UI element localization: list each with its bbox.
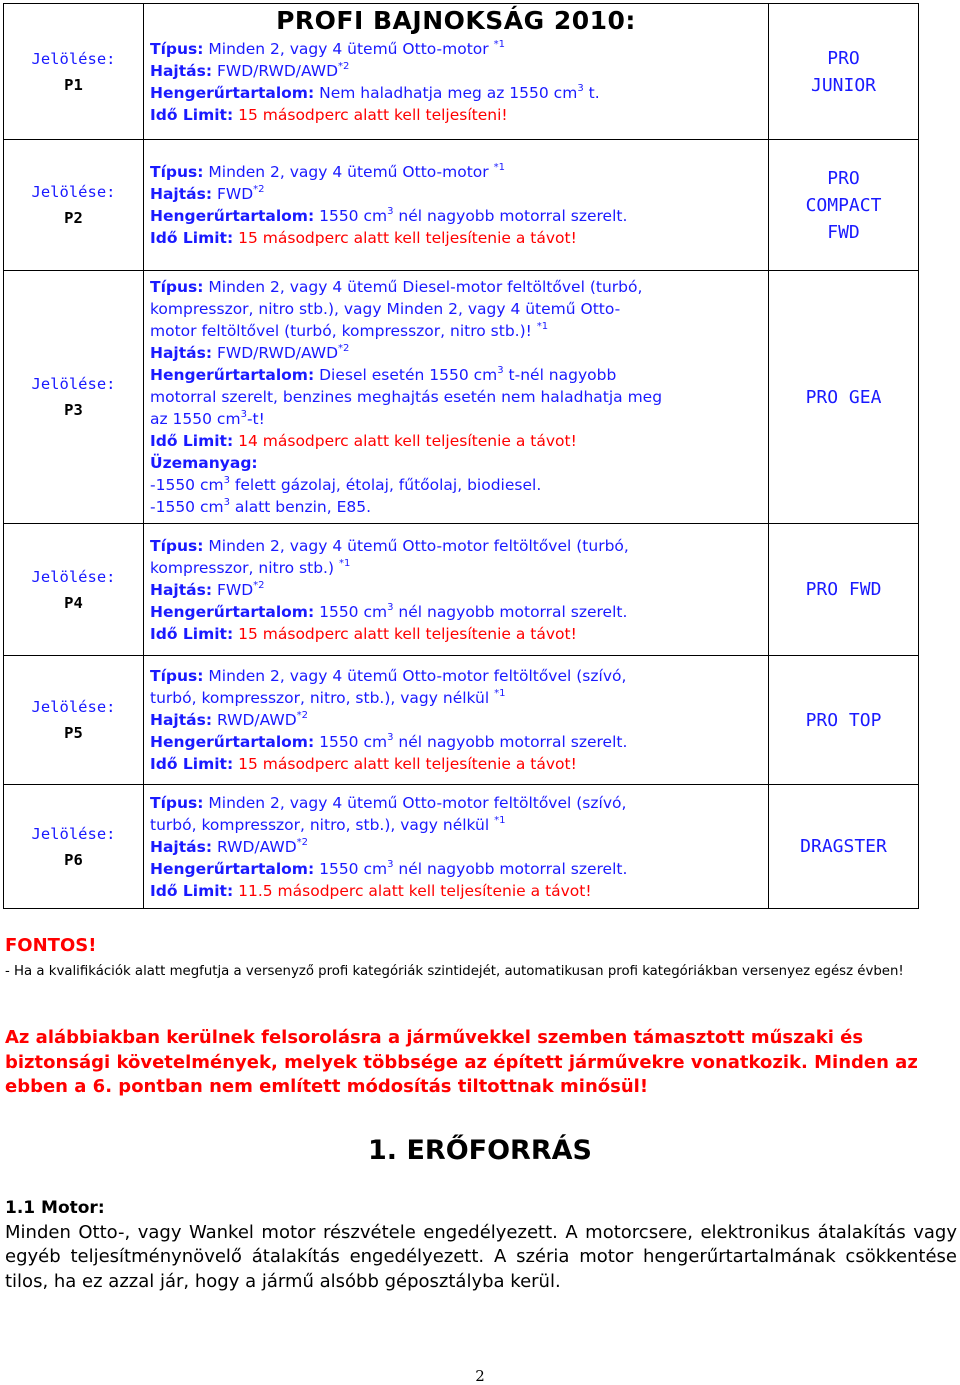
fuel-line: -1550 $cm^3$ felett gázolaj, étolaj, fűtőolaj, biodiesel.: [150, 475, 542, 494]
category-name-cell: [769, 524, 919, 656]
time-limit-line: Idő Limit: 15 másodperc alatt kell teljesíteni!: [150, 106, 508, 124]
category-rules-cell: [144, 656, 769, 785]
subsection-title: 1.1 Motor:: [5, 1198, 105, 1218]
fuel-line: -1550 $cm^3$ alatt benzin, E85.: [150, 497, 372, 516]
category-name: PRO: [827, 47, 860, 69]
section-title: 1. ERŐFORRÁS: [368, 1135, 592, 1166]
category-name: PRO GEA: [805, 386, 882, 408]
label-prefix: Jelölése:: [31, 698, 116, 716]
type-line: Típus: Minden 2, vagy 4 ütemű Otto-motor feltöltővel (szívó,: [150, 793, 627, 812]
type-line-cont: motor feltöltővel (turbó, kompresszor, nitro stb.)! $^{*1}$: [150, 321, 549, 340]
label-prefix: Jelölése:: [31, 567, 116, 586]
category-name-cell: [769, 4, 919, 140]
category-rules-cell: [144, 785, 769, 909]
category-name-cell: [769, 785, 919, 909]
type-line: Típus: Minden 2, vagy 4 ütemű Otto-motor feltöltővel (turbó,: [150, 536, 629, 555]
category-rules-cell: [144, 140, 769, 271]
time-limit-line: Idő Limit: 14 másodperc alatt kell teljesítenie a távot!: [150, 432, 577, 450]
drive-line: Hajtás: FWD/RWD/AWD$^{*2}$: [150, 343, 350, 362]
category-name-cell: [769, 656, 919, 785]
category-name: PRO: [827, 167, 860, 189]
category-name: COMPACT: [805, 194, 882, 216]
time-limit-line: Idő Limit: 15 másodperc alatt kell teljesítenie a távot!: [150, 624, 577, 643]
page-number: 2: [475, 1367, 485, 1385]
category-name-cell: [769, 140, 919, 271]
drive-line: Hajtás: FWD/RWD/AWD$^{*2}$: [150, 61, 350, 80]
category-name: PRO TOP: [805, 709, 882, 731]
drive-line: Hajtás: FWD$^{*2}$: [150, 184, 265, 203]
displacement-line: Hengerűrtartalom: 1550 $cm^3$ nél nagyobb motorral szerelt.: [150, 858, 628, 878]
page-title: PROFI BAJNOKSÁG 2010:: [276, 6, 636, 35]
time-limit-line: Idő Limit: 11.5 másodperc alatt kell teljesítenie a távot!: [150, 881, 592, 900]
important-heading: FONTOS!: [5, 935, 97, 956]
displacement-line: Hengerűrtartalom: Diesel esetén 1550 $cm^3$ t-nél nagyobb: [150, 365, 617, 384]
table-row: [4, 4, 919, 140]
category-code-cell: [4, 271, 144, 524]
displacement-line-cont: motorral szerelt, benzines meghajtás esetén nem haladhatja meg: [150, 388, 663, 406]
table-row: [4, 785, 919, 909]
category-code: P1: [64, 75, 83, 94]
label-prefix: Jelölése:: [31, 49, 116, 68]
type-line-cont: kompresszor, nitro stb.), vagy Minden 2, vagy 4 ütemű Otto-: [150, 300, 621, 318]
category-name: DRAGSTER: [800, 836, 887, 857]
category-code-cell: [4, 524, 144, 656]
displacement-line-cont: az 1550 $cm^3-t$!: [150, 409, 265, 428]
fuel-label: Üzemanyag:: [150, 454, 258, 472]
drive-line: Hajtás: FWD$^{*2}$: [150, 579, 265, 599]
displacement-line: Hengerűrtartalom: Nem haladhatja meg az 1550 $cm^3$ t.: [150, 83, 600, 102]
category-code-cell: [4, 785, 144, 909]
requirements-warning: Az alábbiakban kerülnek felsorolásra a járművekkel szemben támasztott műszaki és biztonsági követelmények, melyek többsége az épített járművekre vonatkozik. Minden az ebben a 6. pontban nem említett módosítás tiltottnak minősül!: [5, 1027, 918, 1097]
type-line: Típus: Minden 2, vagy 4 ütemű Otto-motor feltöltővel (szívó,: [150, 667, 627, 685]
category-name: FWD: [827, 221, 860, 243]
category-code-cell: [4, 4, 144, 140]
category-name: PRO FWD: [805, 579, 882, 600]
category-rules-cell: [144, 524, 769, 656]
type-line: Típus: Minden 2, vagy 4 ütemű Otto-motor $^{*1}$: [150, 162, 505, 181]
label-prefix: Jelölése:: [31, 183, 116, 201]
category-code-cell: [4, 656, 144, 785]
displacement-line: Hengerűrtartalom: 1550 $cm^3$ nél nagyobb motorral szerelt.: [150, 601, 628, 621]
time-limit-line: Idő Limit: 15 másodperc alatt kell teljesítenie a távot!: [150, 229, 577, 247]
displacement-line: Hengerűrtartalom: 1550 $cm^3$ nél nagyobb motorral szerelt.: [150, 732, 628, 751]
label-prefix: Jelölése:: [31, 824, 116, 843]
table-row: [4, 656, 919, 785]
category-code-cell: [4, 140, 144, 271]
category-rules-cell: [144, 4, 769, 140]
category-code: P5: [64, 724, 83, 742]
time-limit-line: Idő Limit: 15 másodperc alatt kell teljesítenie a távot!: [150, 755, 577, 773]
drive-line: Hajtás: RWD/AWD$^{*2}$: [150, 836, 309, 856]
category-name-cell: [769, 271, 919, 524]
displacement-line: Hengerűrtartalom: 1550 $cm^3$ nél nagyobb motorral szerelt.: [150, 206, 628, 225]
table-row: [4, 524, 919, 656]
type-line-cont: kompresszor, nitro stb.) $^{*1}$: [150, 557, 351, 577]
category-rules-cell: [144, 271, 769, 524]
table-row: [4, 140, 919, 271]
drive-line: Hajtás: RWD/AWD$^{*2}$: [150, 710, 309, 729]
type-line-cont: turbó, kompresszor, nitro, stb.), vagy nélkül $^{*1}$: [150, 688, 506, 707]
category-code: P6: [64, 850, 83, 869]
table-row: [4, 271, 919, 524]
category-code: P4: [64, 593, 83, 612]
important-note: - Ha a kvalifikációk alatt megfutja a versenyző profi kategóriák szintidejét, automatikusan profi kategóriákban versenyez egész évben!: [5, 964, 904, 979]
category-code: P2: [64, 209, 83, 227]
categories-table: [3, 3, 919, 909]
body-paragraph: Minden Otto-, vagy Wankel motor részvétele engedélyezett. A motorcsere, elektronikus átalakítás vagy egyéb teljesítménynövelő átalakítás engedélyezett. A széria motor hengerűrtartalmának csökkentése tilos, ha ez azzal jár, hogy a jármű alsóbb géposztályba kerül.: [5, 1222, 957, 1292]
label-prefix: Jelölése:: [31, 375, 116, 393]
type-line: Típus: Minden 2, vagy 4 ütemű Diesel-motor feltöltővel (turbó,: [150, 278, 643, 296]
category-code: P3: [64, 401, 83, 419]
type-line-cont: turbó, kompresszor, nitro, stb.), vagy nélkül $^{*1}$: [150, 814, 506, 834]
type-line: Típus: Minden 2, vagy 4 ütemű Otto-motor $^{*1}$: [150, 39, 505, 58]
category-name: JUNIOR: [810, 74, 877, 96]
